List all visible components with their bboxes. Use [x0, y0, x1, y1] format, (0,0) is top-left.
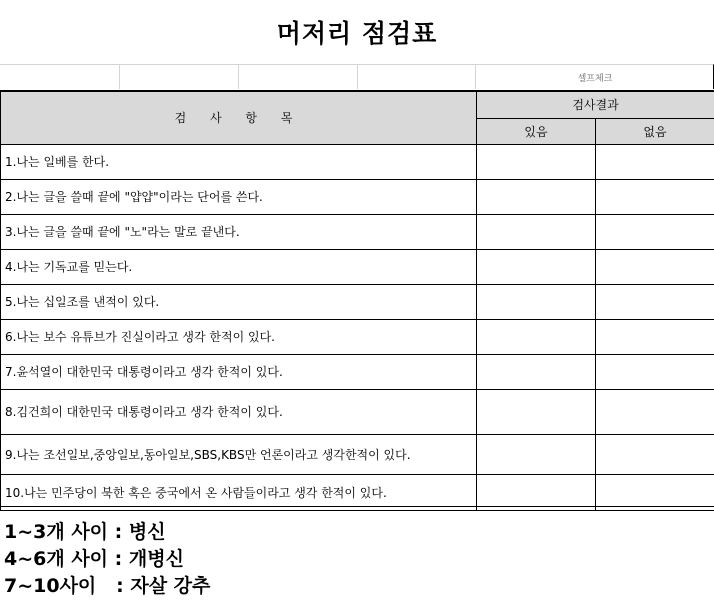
no-check-cell[interactable] [596, 319, 714, 354]
question-cell: 7.윤석열이 대한민국 대통령이라고 생각 한적이 있다. [1, 354, 477, 389]
blank-cell[interactable] [358, 64, 476, 89]
question-cell: 6.나는 보수 유튜브가 진실이라고 생각 한적이 있다. [1, 319, 477, 354]
page-title: 머저리 점검표 [276, 19, 438, 48]
no-check-cell[interactable] [596, 389, 714, 434]
blank-cell[interactable] [0, 64, 120, 89]
checklist-table [0, 90, 714, 511]
yes-check-cell[interactable] [477, 179, 596, 214]
no-check-cell[interactable] [596, 179, 714, 214]
yes-check-cell[interactable] [477, 474, 596, 510]
yes-header: 있음 [477, 118, 596, 144]
yes-check-cell[interactable] [477, 284, 596, 319]
no-check-cell[interactable] [596, 249, 714, 284]
yes-check-cell[interactable] [477, 319, 596, 354]
question-cell: 1.나는 일베를 한다. [1, 144, 477, 179]
blank-cell[interactable] [239, 64, 358, 89]
yes-check-cell[interactable] [477, 144, 596, 179]
yes-check-cell[interactable] [477, 434, 596, 474]
question-cell: 3.나는 글을 쓸때 끝에 "노"라는 말로 끝낸다. [1, 214, 477, 249]
legend-line: 1~3개 사이 : 병신 [4, 521, 166, 543]
question-cell: 5.나는 십일조를 낸적이 있다. [1, 284, 477, 319]
no-check-cell[interactable] [596, 144, 714, 179]
no-check-cell[interactable] [596, 284, 714, 319]
no-check-cell[interactable] [596, 354, 714, 389]
no-check-cell[interactable] [596, 214, 714, 249]
no-check-cell[interactable] [596, 474, 714, 510]
question-cell: 9.나는 조선일보,중앙일보,동아일보,SBS,KBS만 언론이라고 생각한적이 있다. [1, 434, 477, 474]
score-legend [0, 506, 714, 610]
result-header: 검사결과 [477, 91, 714, 118]
yes-check-cell[interactable] [477, 214, 596, 249]
items-header: 검 사 항 목 [1, 91, 477, 144]
yes-check-cell[interactable] [477, 354, 596, 389]
yes-check-cell[interactable] [477, 249, 596, 284]
self-check-label: 셀프체크 [577, 73, 613, 84]
no-header: 없음 [596, 118, 714, 144]
question-cell: 8.김건희이 대한민국 대통령이라고 생각 한적이 있다. [1, 389, 477, 434]
no-check-cell[interactable] [596, 434, 714, 474]
question-cell: 4.나는 기독교를 믿는다. [1, 249, 477, 284]
question-cell: 10.나는 민주당이 북한 혹은 중국에서 온 사람들이라고 생각 한적이 있다. [1, 474, 477, 510]
legend-line: 7~10사이 : 자살 강추 [4, 575, 211, 597]
legend-line: 4~6개 사이 : 개병신 [4, 548, 184, 570]
blank-cell[interactable] [120, 64, 239, 89]
yes-check-cell[interactable] [477, 389, 596, 434]
question-cell: 2.나는 글을 쓸때 끝에 "얍얍"이라는 단어를 쓴다. [1, 179, 477, 214]
